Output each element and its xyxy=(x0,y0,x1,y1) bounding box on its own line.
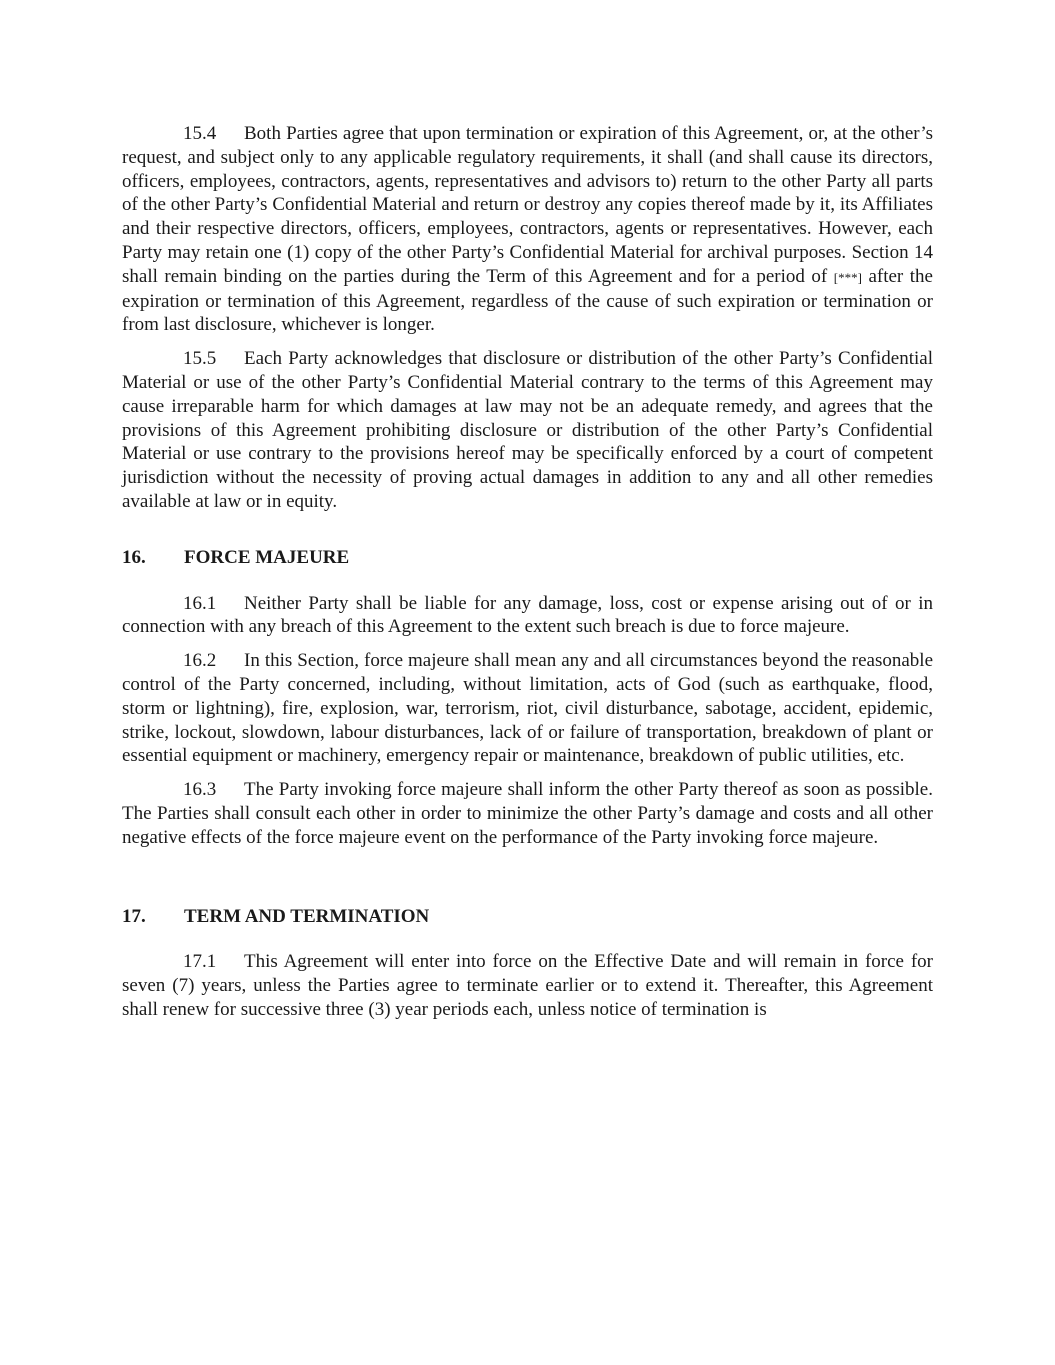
clause-16-1 xyxy=(122,592,933,640)
clause-number: 17.1 xyxy=(183,951,217,973)
document-page xyxy=(122,122,933,1032)
clause-number: 16.1 xyxy=(183,592,217,614)
section-heading-term-and-termination xyxy=(122,905,933,929)
section-title: FORCE MAJEURE xyxy=(184,546,350,568)
clause-number: 15.5 xyxy=(183,348,217,370)
clause-text: In this Section, force majeure shall mean any and all circumstances beyond the reasonable control of the Party concerned, including, without limitation, acts of God (such as earthquake, flood, storm or lightning), fire, explosion, war, terrorism, riot, civil disturbance, sabotage, accident, epidemic, strike, lockout, slowdown, labour disturbances, lack of or failure of transportation, breakdown of plant or essential equipment or machinery, emergency repair or maintenance, breakdown of public utilities, etc. xyxy=(122,650,933,767)
clause-text: Each Party acknowledges that disclosure or distribution of the other Party’s Confidential Material or use of the other Party’s Confidential Material contrary to the terms of this Agreement may cause irreparable harm for which damages at law may not be an adequate remedy, and agrees that the provisions of this Agreement prohibiting disclosure or distribution of the other Party’s Confidential Material or use contrary to the provisions hereof may be specifically enforced by a court of competent jurisdiction without the necessity of proving actual damages in addition to any and all other remedies available at law or in equity. xyxy=(122,348,933,512)
section-title: TERM AND TERMINATION xyxy=(184,905,430,927)
clause-16-3 xyxy=(122,778,933,849)
clause-text: Neither Party shall be liable for any damage, loss, cost or expense arising out of or in connection with any breach of this Agreement to the extent such breach is due to force majeure. xyxy=(122,592,933,638)
clause-text: Both Parties agree that upon termination or expiration of this Agreement, or, at the other’s request, and subject only to any applicable regulatory requirements, it shall (and shall cause its directors, officers, employees, contractors, agents, representatives and advisors to) return to the other Party all parts of the other Party’s Confidential Material and return or destroy any copies thereof made by it, its Affiliates and their respective directors, officers, employees, contractors, agents or representatives. However, each Party may retain one (1) copy of the other Party’s Confidential Material for archival purposes. Section 14 shall remain binding on the parties during the Term of this Agreement and for a period of xyxy=(122,123,933,287)
clause-number: 16.2 xyxy=(183,650,217,672)
section-number: 16. xyxy=(122,546,146,568)
clause-text-continued: after the expiration or termination of this Agreement, regardless of the cause of such expiration or termination or from last disclosure, whichever is longer. xyxy=(122,265,933,336)
clause-text: The Party invoking force majeure shall inform the other Party thereof as soon as possible. The Parties shall consult each other in order to minimize the other Party’s damage and costs and all other negative effects of the force majeure event on the performance of the Party invoking force majeure. xyxy=(122,779,933,848)
clause-15-5 xyxy=(122,347,933,514)
clause-16-2 xyxy=(122,649,933,768)
section-heading-force-majeure xyxy=(122,546,933,570)
clause-17-1 xyxy=(122,950,933,1021)
clause-number: 15.4 xyxy=(183,123,217,144)
redaction-marker: [***] xyxy=(833,269,862,285)
section-number: 17. xyxy=(122,905,146,927)
clause-text: This Agreement will enter into force on the Effective Date and will remain in force for seven (7) years, unless the Parties agree to terminate earlier or to extend it. Thereafter, this Agreement shall renew for successive three (3) year periods each, unless notice of termination is xyxy=(122,951,933,1020)
clause-number: 16.3 xyxy=(183,779,217,801)
clause-15-4 xyxy=(122,122,933,337)
